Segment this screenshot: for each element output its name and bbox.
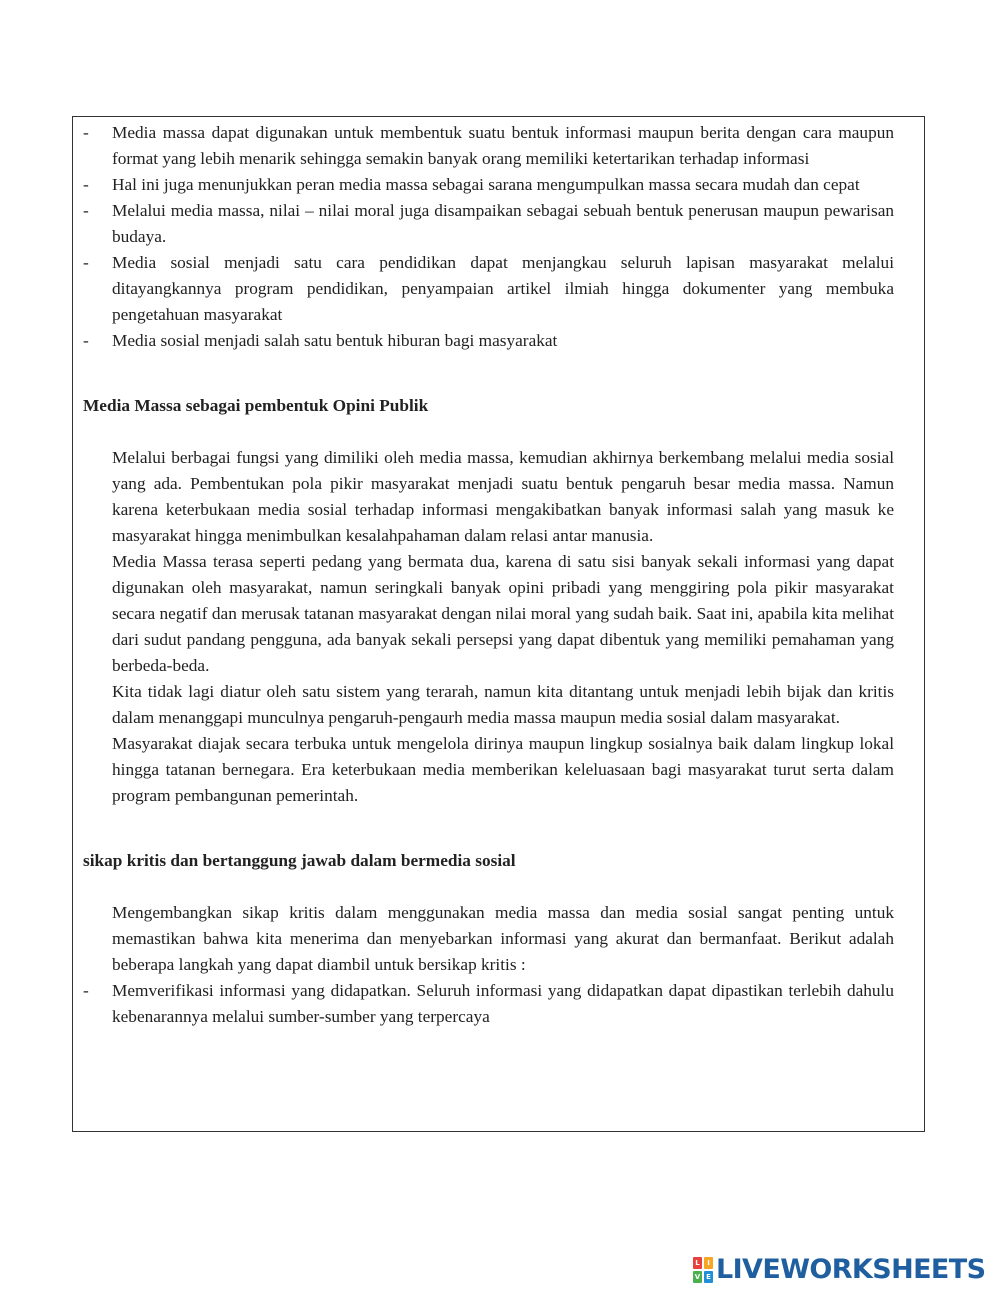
- bullet-marker: -: [83, 175, 89, 194]
- logo-cube: E: [704, 1271, 713, 1283]
- paragraph: Mengembangkan sikap kritis dalam menggunakan media massa dan media sosial sangat penting untuk memastikan bahwa kita menerima dan menyebarkan informasi yang akurat dan bermanfaat. Berikut adalah beberapa langkah yang dapat diambil untuk bersikap kritis :: [112, 903, 894, 974]
- bullet-text: Media sosial menjadi satu cara pendidikan dapat menjangkau seluruh lapisan masyarakat melalui ditayangkannya program pendidikan, penyampaian artikel ilmiah hingga dokumenter yang membuka pengetahuan masyarakat: [112, 253, 894, 324]
- bullet-item: [83, 120, 894, 172]
- logo-cube: I: [704, 1257, 713, 1269]
- bullet-item: [83, 172, 894, 198]
- bullet-marker: -: [83, 981, 89, 1000]
- paragraph: Kita tidak lagi diatur oleh satu sistem yang terarah, namun kita ditantang untuk menjadi lebih bijak dan kritis dalam menanggapi munculnya pengaruh-pengaurh media massa maupun media sosial dalam masyarakat.: [112, 682, 894, 727]
- bullet-item: [83, 198, 894, 250]
- bullet-marker: -: [83, 253, 89, 272]
- bullet-text: Memverifikasi informasi yang didapatkan. Seluruh informasi yang didapatkan dapat dipastikan terlebih dahulu kebenarannya melalui sumber-sumber yang terpercaya: [112, 981, 894, 1026]
- paragraph: Masyarakat diajak secara terbuka untuk mengelola dirinya maupun lingkup sosialnya baik dalam lingkup lokal hingga tatanan bernegara. Era keterbukaan media memberikan keleluasaan bagi masyarakat turut serta dalam program pembangunan pemerintah.: [112, 734, 894, 805]
- paragraph: Melalui berbagai fungsi yang dimiliki oleh media massa, kemudian akhirnya berkembang melalui media sosial yang ada. Pembentukan pola pikir masyarakat menjadi suatu bentuk pengaruh besar media massa. Namun karena keterbukaan media sosial terhadap informasi mengakibatkan banyak informasi salah yang masuk ke masyarakat hingga menimbulkan kesalahpahaman dalam relasi antar manusia.: [112, 448, 894, 545]
- logo-wordmark: LIVEWORKSHEETS: [716, 1254, 986, 1285]
- bullet-text: Media sosial menjadi salah satu bentuk hiburan bagi masyarakat: [112, 331, 558, 350]
- bullet-item: [83, 250, 894, 328]
- top-bullet-list: [83, 120, 894, 354]
- section-heading-sikap-kritis: sikap kritis dan bertanggung jawab dalam bermedia sosial: [83, 851, 516, 870]
- logo-cube: V: [694, 1273, 701, 1281]
- logo-cubes-icon: [693, 1257, 713, 1283]
- bullet-marker: -: [83, 201, 89, 220]
- bullet-item: [83, 328, 894, 354]
- bullet-marker: -: [83, 331, 89, 350]
- content-frame: [72, 116, 925, 1132]
- paragraph: Media Massa terasa seperti pedang yang bermata dua, karena di satu sisi banyak sekali informasi yang dapat digunakan oleh masyarakat, namun seringkali banyak opini pribadi yang menggiring pola pikir masyarakat secara negatif dan merusak tatanan masyarakat dengan nilai moral yang sudah baik. Saat ini, apabila kita melihat dari sudut pandang pengguna, ada banyak sekali persepsi yang dapat dibentuk yang memiliki pemahaman yang berbeda-beda.: [112, 552, 894, 675]
- section2-body: [83, 900, 894, 1030]
- bullet-text: Melalui media massa, nilai – nilai moral juga disampaikan sebagai sebuah bentuk penerusan maupun pewarisan budaya.: [112, 201, 894, 246]
- liveworksheets-logo: [693, 1255, 985, 1285]
- bullet-item: [83, 978, 894, 1030]
- document-content: [83, 117, 894, 1030]
- bullet-marker: -: [83, 123, 89, 142]
- section-heading-opini-publik: Media Massa sebagai pembentuk Opini Publik: [83, 396, 429, 415]
- logo-cube: L: [693, 1257, 702, 1269]
- section1-body: [83, 445, 894, 809]
- bullet-text: Hal ini juga menunjukkan peran media massa sebagai sarana mengumpulkan massa secara mudah dan cepat: [112, 175, 860, 194]
- bullet-text: Media massa dapat digunakan untuk membentuk suatu bentuk informasi maupun berita dengan cara maupun format yang lebih menarik sehingga semakin banyak orang memiliki ketertarikan terhadap informasi: [112, 123, 894, 168]
